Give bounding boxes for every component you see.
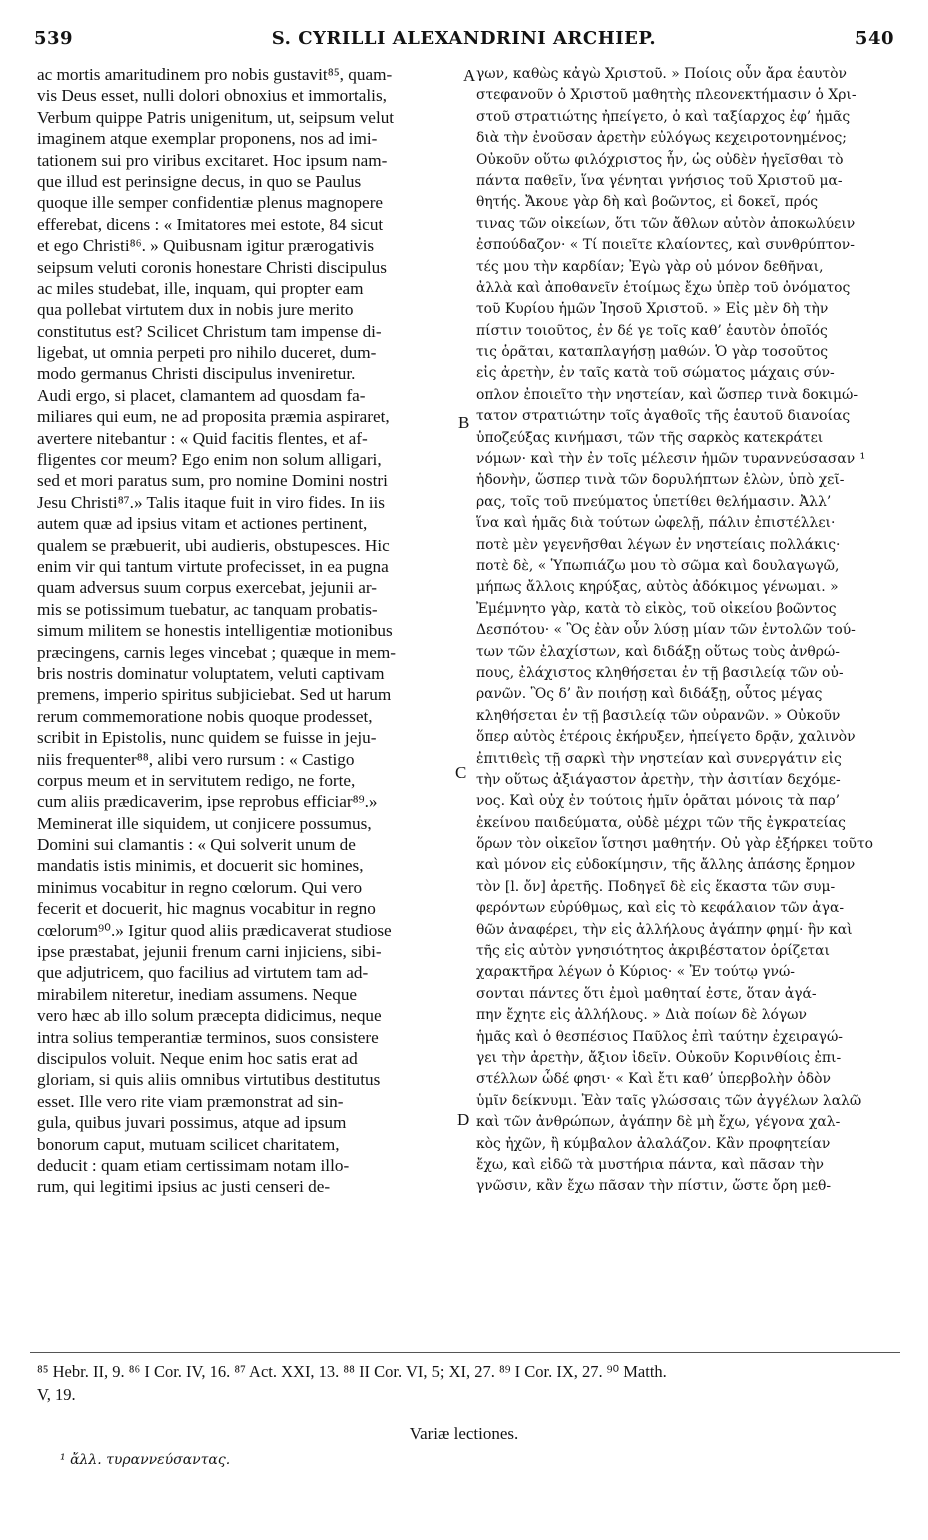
latin-text-line: deducit : quam etiam certissimam notam illo-: [37, 1155, 350, 1175]
latin-text-line: qualem se præbuerit, ubi audieris, obstupesces. Hic: [37, 535, 390, 555]
latin-text-line: Jesu Christi⁸⁷.» Talis itaque fuit in viro fides. In iis: [37, 492, 385, 512]
latin-text-line: niis frequenter⁸⁸, alibi vero rursum : « Castigo: [37, 749, 355, 769]
latin-text-line: rum, qui legitimi ipsius ac justi censeri de-: [37, 1177, 331, 1197]
greek-text-line: γων, καθὼς κἀγὼ Χριστοῦ. » Ποίοις οὖν ἄρα ἑαυτὸν: [476, 66, 847, 82]
greek-text-line: χαρακτῆρα λέγων ὁ Κύριος· « Ἐν τούτῳ γνώ-: [476, 964, 795, 981]
margin-marker-d: D: [457, 1110, 470, 1129]
greek-text-line: των τῶν ἐλαχίστων, καὶ διδάξῃ οὕτως τοὺς ἀνθρώ-: [476, 643, 840, 660]
footnote-line-2: V, 19.: [37, 1385, 76, 1404]
greek-text-line: πίστιν τοιοῦτος, ἐν δέ γε τοῖς καθ’ ἑαυτὸν ὁποῖός: [476, 322, 828, 339]
latin-text-line: ipse præstabat, jejunii frenum carni injiciens, sibi-: [37, 942, 382, 962]
latin-text-line: efferebat, dicens : « Imitatores mei estote, 84 sicut: [37, 214, 384, 234]
latin-text-line: fligentes cor meum? Ego enim non solum alligari,: [37, 450, 382, 470]
latin-text-line: que adjutricem, quo facilius ad virtutem tam ad-: [37, 963, 369, 983]
footnote-line-1: ⁸⁵ Hebr. II, 9. ⁸⁶ I Cor. IV, 16. ⁸⁷ Act. XXI, 13. ⁸⁸ II Cor. VI, 5; XI, 27. ⁸⁹ I Cor. IX, 27. ⁹⁰ Matth.: [37, 1362, 667, 1381]
latin-text-line: imaginem atque exemplar proponens, nos ad imi-: [37, 129, 378, 149]
margin-marker-c: C: [455, 763, 467, 782]
greek-text-line: θητής. Ἄκουε γὰρ δὴ καὶ βοῶντος, εἰ δοκεῖ, πρός: [476, 194, 819, 211]
greek-text-line: τοῦ Κυρίου ἡμῶν Ἰησοῦ Χριστοῦ. » Εἰς μὲν δὴ τὴν: [476, 301, 829, 318]
greek-text-line: ἐκείνου παιδεύματα, οὐδὲ μέχρι τῶν τῆς ἐγκρατείας: [476, 814, 846, 831]
greek-text-line: γει τὴν ἀρετὴν, ἄξιον ἰδεῖν. Οὐκοῦν Κορινθίοις ἐπι-: [476, 1049, 842, 1066]
latin-text-line: mis se potissimum tuebatur, ac tanquam probatis-: [37, 599, 378, 619]
latin-text-line: minimus vocabitur in regno cœlorum. Qui vero: [37, 877, 363, 897]
latin-text-line: intra solius temperantiæ terminos, suos consistere: [37, 1027, 379, 1047]
greek-text-line: καὶ μόνον εἰς εὐδοκίμησιν, τῆς ἄλλης ἁπάσης ἔρημον: [476, 857, 856, 874]
greek-text-line: ὑμῖν δείκνυμι. Ἐὰν ταῖς γλώσσαις τῶν ἀγγέλων λαλῶ: [476, 1092, 862, 1109]
greek-text-line: νόμων· καὶ τὴν ἐν τοῖς μέλεσιν ἡμῶν τυραννεύσασαν ¹: [476, 451, 866, 468]
latin-text-line: ac miles studebat, ille, inquam, qui propter eam: [37, 278, 364, 298]
latin-text-line: scribit in Epistolis, nunc quidem se fuisse in jeju-: [37, 728, 377, 748]
latin-text-line: bris nostris dominatur voluptatem, veluti captivam: [37, 663, 385, 683]
latin-text-line: ac mortis amaritudinem pro nobis gustavit⁸⁵, quam-: [37, 65, 393, 84]
greek-text-line: ποτὲ μὲν γεγενῆσθαι λέγων ἐν νηστείαις πολλάκις·: [476, 536, 841, 553]
greek-text-line: ρας, τοῖς τοῦ πνεύματος ὑπετίθει θελήμασιν. Ἀλλ’: [476, 493, 832, 510]
latin-text-line: mirabilem niteretur, inediam assumens. Neque: [37, 984, 358, 1004]
greek-text-line: πην ἔχητε εἰς ἀλλήλους. » Διὰ ποίων δὲ λόγων: [476, 1007, 807, 1024]
greek-text-line: εἰς ἀρετὴν, ἐν ταῖς κατὰ τοῦ σώματος μάχαις σύν-: [476, 365, 835, 382]
greek-text-line: ἔχω, καὶ εἰδῶ τὰ μυστήρια πάντα, καὶ πᾶσαν τὴν: [476, 1156, 825, 1173]
greek-text-line: καὶ τῶν ἀνθρώπων, ἀγάπην δὲ μὴ ἔχω, γέγονα χαλ-: [476, 1114, 841, 1131]
greek-text-line: νος. Καὶ οὐχ ἐν τούτοις ἡμῖν ὁρᾶται μόνοις τὰ παρ’: [476, 793, 841, 810]
greek-text-line: Ἐμέμνητο γὰρ, κατὰ τὸ εἰκὸς, τοῦ οἰκείου βοῶντος: [476, 600, 837, 617]
latin-text-line: cœlorum⁹⁰.» Igitur quod aliis prædicaverat studiose: [37, 920, 392, 940]
latin-text-line: ligebat, ut omnia perpeti pro nihilo duceret, dum-: [37, 343, 377, 363]
variant-note: ¹ ἄλλ. τυραννεύσαντας.: [60, 1452, 231, 1468]
page-number-right: 540: [854, 28, 894, 49]
latin-text-line: que illud est perinsigne decus, in quo se Paulus: [37, 171, 362, 191]
greek-text-line: κὸς ἠχῶν, ἢ κύμβαλον ἀλαλάζον. Κἂν προφητείαν: [476, 1135, 831, 1152]
greek-text-line: γνῶσιν, κἂν ἔχω πᾶσαν τὴν πίστιν, ὥστε ὄρη μεθ-: [476, 1178, 832, 1195]
greek-text-line: ὅπερ αὐτὸς ἑτέροις ἐκήρυξεν, ἠπείγετο δρᾷν, χαλινὸν: [476, 729, 856, 746]
greek-text-line: ἡδονὴν, ὥσπερ τινὰ τῶν δορυλήπτων ἑλὼν, ὑπὸ χεῖ-: [476, 472, 845, 489]
latin-column: [37, 64, 455, 1198]
latin-text-line: tationem sui pro viribus excitaret. Hoc ipsum nam-: [37, 150, 388, 170]
greek-text-line: τατον στρατιώτην τοῖς ἀγαθοῖς τῆς ἑαυτοῦ διανοίας: [476, 408, 851, 425]
greek-text-line: τῆς εἰς αὐτὸν γνησιότητος ἀκριβέστατον ὁρίζεται: [476, 943, 830, 960]
greek-text-line: τὴν οὕτως ἀξιάγαστον ἀρετὴν, τὴν ἀσιτίαν δεχόμε-: [476, 771, 841, 788]
greek-text-line: τὸν [l. ὄν] ἀρετῆς. Ποδηγεῖ δὲ εἰς ἕκαστα τῶν συμ-: [476, 878, 836, 895]
greek-text-line: ἀλλὰ καὶ ἀποθανεῖν ἑτοίμως ἔχω ὑπὲρ τοῦ ὀνόματος: [476, 279, 851, 296]
latin-text-line: Audi ergo, si placet, clamantem ad quosdam fa-: [37, 385, 366, 405]
latin-text-line: Meminerat ille siquidem, ut conjicere possumus,: [37, 813, 372, 833]
greek-text-line: σονται πάντες ὅτι ἐμοὶ μαθηταί ἐστε, ὅταν ἀγά-: [476, 985, 817, 1002]
greek-text-line: οπλον ἐποιεῖτο τὴν νηστείαν, καὶ ὥσπερ τινὰ δοκιμώ-: [476, 386, 859, 403]
latin-text-line: rerum commemoratione nobis quoque prodesset,: [37, 706, 373, 726]
latin-text-line: premens, imperio spiritus subjiciebat. Sed ut harum: [37, 685, 392, 705]
greek-text-line: Δεσπότου· « Ὃς ἐὰν οὖν λύσῃ μίαν τῶν ἐντολῶν τού-: [476, 622, 856, 639]
greek-text-line: πους, ἐλάχιστος κληθήσεται ἐν τῇ βασιλείᾳ τῶν οὐ-: [476, 664, 844, 681]
greek-text-line: στέλλων ὧδέ φησι· « Καὶ ἔτι καθ’ ὑπερβολὴν ὁδὸν: [476, 1071, 831, 1088]
greek-text-line: στεφανοῦν ὁ Χριστοῦ μαθητὴς πλεονεκτήμασιν ὁ Χρι-: [476, 87, 857, 104]
latin-text-line: simum militem se honestis intelligentiæ motionibus: [37, 621, 393, 641]
greek-text-line: ποτὲ δὲ, « Ὑπωπιάζω μου τὸ σῶμα καὶ δουλαγωγῶ,: [476, 557, 840, 574]
latin-text-line: gloriam, si quis aliis omnibus virtutibus destitutus: [37, 1070, 381, 1090]
greek-text-line: ἐπιτιθεὶς τῇ σαρκὶ τὴν νηστείαν καὶ συνεργάτιν εἰς: [476, 750, 842, 767]
latin-text-line: seipsum veluti coronis honestare Christi discipulus: [37, 257, 387, 277]
latin-text-line: avertere nitebantur : « Quid facitis flentes, et af-: [37, 428, 368, 448]
latin-text-line: præcingens, carnis leges vincebat ; quæque in mem-: [37, 642, 396, 662]
greek-text-line: τινας τῶν οἰκείων, ὅτι τῶν ἄθλων αὐτὸν ἀποκωλύειν: [476, 215, 856, 232]
latin-text-line: miliares qui eum, ne ad proposita præmia aspiraret,: [37, 407, 390, 427]
greek-text-line: στοῦ στρατιώτης ἠπείγετο, ὁ καὶ ταξίαρχος ἐφ’ ἡμᾶς: [476, 108, 851, 125]
greek-text-line: μήπως ἄλλοις κηρύξας, αὐτὸς ἀδόκιμος γένωμαι. »: [476, 579, 839, 596]
latin-text-line: esset. Ille vero rite viam præmonstrat ad sin-: [37, 1091, 344, 1111]
latin-text-line: modo germanus Christi discipulus inveniretur.: [37, 364, 356, 384]
greek-text-line: τις ὁρᾶται, καταπλαγήσῃ μαθών. Ὁ γὰρ τοσοῦτος: [476, 344, 829, 361]
running-title: S. CYRILLI ALEXANDRINI ARCHIEP.: [271, 28, 657, 49]
greek-text-line: Οὐκοῦν οὕτω φιλόχριστος ἦν, ὡς οὐδὲν ἡγεῖσθαι τὸ: [476, 151, 844, 168]
latin-text-line: mandatis istis minimis, et docuerit sic homines,: [37, 856, 364, 876]
latin-text-line: constitutus est? Scilicet Christum tam impense di-: [37, 321, 382, 341]
latin-text-line: autem quæ ad ipsius vitam et actiones pertinent,: [37, 514, 368, 534]
latin-text-line: Verbum quippe Patris unigenitum, ut, seipsum velut: [37, 107, 395, 127]
latin-text-line: vis Deus esset, nulli dolori obnoxius et immortalis,: [37, 86, 387, 106]
footnote-rule: [30, 1352, 900, 1353]
latin-text-line: quoque ille semper confidentiæ plenus magnopere: [37, 193, 384, 213]
greek-text-line: τές μου τὴν καρδίαν; Ἐγὼ γὰρ οὐ μόνον δεθῆναι,: [476, 258, 824, 275]
latin-text-line: bonorum caput, mutuam scilicet charitatem,: [37, 1134, 340, 1154]
greek-text-line: ὅρων τὸν οἰκεῖον ἵστησι μαθητήν. Οὐ γὰρ ἐξήρκει τοῦτο: [476, 836, 874, 853]
latin-text-line: sed et mori paratus sum, pro nomine Domini nostri: [37, 471, 388, 491]
latin-text-line: qua pollebat virtutem dux in nobis jure merito: [37, 300, 354, 320]
latin-text-line: gula, quibus juvari possimus, atque ad ipsum: [37, 1113, 347, 1133]
latin-text-line: corpus meum et in servitutem redigo, ne forte,: [37, 770, 356, 790]
greek-text-line: ἐσπούδαζον· « Τί ποιεῖτε κλαίοντες, καὶ συνθρύπτον-: [476, 237, 855, 254]
latin-text-line: cum aliis prædicaverim, ipse reprobus efficiar⁸⁹.»: [37, 792, 378, 812]
page-number-left: 539: [34, 28, 74, 49]
latin-text-line: enim vir qui tantum virtute profecisset, in ea pugna: [37, 556, 389, 576]
margin-marker-b: B: [458, 413, 470, 432]
greek-text-line: ἵνα καὶ ἡμᾶς διὰ τούτων ὠφελῇ, πάλιν ἐπιστέλλει·: [476, 515, 836, 532]
greek-text-line: διὰ τὴν ἐνοῦσαν ἀρετὴν εὐλόγως κεχειροτονημένος;: [476, 130, 847, 147]
greek-text-line: ἡμᾶς καὶ ὁ θεσπέσιος Παῦλος ἐπὶ ταύτην ἐχειραγώ-: [476, 1028, 843, 1045]
variae-lectiones-title: Variæ lectiones.: [409, 1424, 519, 1443]
greek-text-line: ὑποζεύξας κινήμασι, τῶν τῆς σαρκὸς κατεκράτει: [476, 429, 824, 446]
greek-text-line: πάντα παθεῖν, ἵνα γένηται γνήσιος τοῦ Χριστοῦ μα-: [476, 172, 843, 189]
latin-text-line: vero hæc ab illo solum præcepta didicimus, neque: [37, 1006, 382, 1026]
latin-text-line: Domini sui clamantis : « Qui solverit unum de: [37, 835, 356, 855]
latin-text-line: et ego Christi⁸⁶. » Quibusnam igitur prærogativis: [37, 236, 375, 256]
latin-text-line: quam adversus suum corpus exercebat, jejunii ar-: [37, 578, 377, 598]
margin-marker-a: A: [463, 66, 476, 85]
greek-text-line: φερόντων εὐρύθμως, καὶ εἰς τὸ κεφάλαιον τῶν ἀγα-: [476, 900, 845, 917]
greek-text-line: ρανῶν. Ὃς δ’ ἂν ποιήσῃ καὶ διδάξῃ, οὗτος μέγας: [476, 686, 823, 703]
greek-text-line: θῶν ἀναφέρει, τὴν εἰς ἀλλήλους ἀγάπην φημί· ἣν καὶ: [476, 921, 853, 938]
greek-column: [476, 64, 904, 1198]
latin-text-line: fecerit et docuerit, hic magnus vocabitur in regno: [37, 899, 376, 919]
greek-text-line: κληθήσεται ἐν τῇ βασιλείᾳ τῶν οὐρανῶν. » Οὐκοῦν: [476, 707, 841, 724]
latin-text-line: discipulos voluit. Neque enim hoc satis erat ad: [37, 1048, 358, 1068]
